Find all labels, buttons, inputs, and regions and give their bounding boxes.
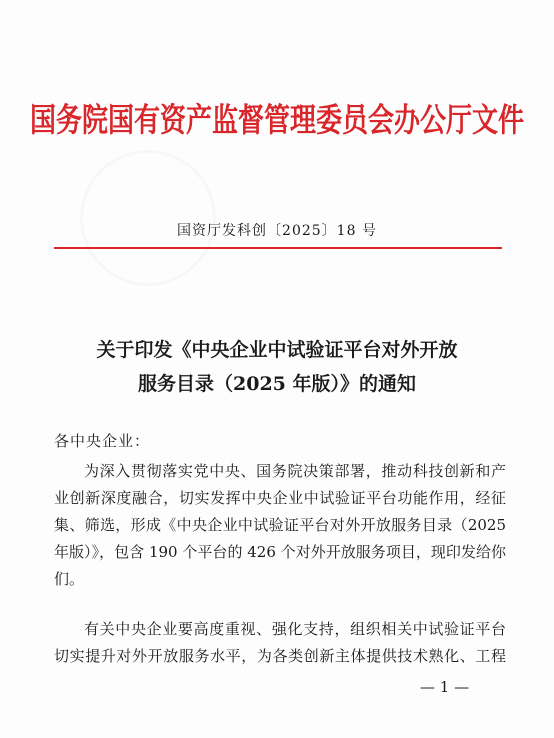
red-separator-rule — [54, 247, 502, 249]
notice-title-line-1: 关于印发《中央企业中试验证平台对外开放 — [96, 339, 458, 361]
paragraph-line: 们。 — [54, 570, 85, 588]
body-paragraph-2 — [54, 616, 506, 670]
paragraph-line: 年版）》，包含 190 个平台的 426 个对外开放服务项目，现印发给你 — [54, 543, 506, 561]
issuer-header-title: 国务院国有资产监督管理委员会办公厅文件 — [29, 102, 524, 140]
paragraph-line: 业创新深度融合，切实发挥中央企业中试验证平台功能作用，经征 — [54, 489, 506, 507]
paragraph-line: 切实提升对外开放服务水平，为各类创新主体提供技术熟化、工程 — [54, 647, 506, 665]
paragraph-line: 集、筛选，形成《中央企业中试验证平台对外开放服务目录（2025 — [54, 516, 506, 534]
notice-title — [0, 333, 554, 401]
paragraph-line: 有关中央企业要高度重视、强化支持，组织相关中试验证平台 — [84, 620, 506, 638]
page-number: — 1 — — [420, 678, 470, 696]
paragraph-line: 为深入贯彻落实党中央、国务院决策部署，推动科技创新和产 — [84, 462, 506, 480]
body-paragraph-1 — [54, 458, 506, 593]
faint-seal-watermark — [80, 150, 216, 286]
document-number: 国资厅发科创〔2025〕18 号 — [177, 223, 377, 239]
salutation: 各中央企业： — [54, 432, 151, 450]
notice-title-line-2: 服务目录（2025 年版）》的通知 — [138, 373, 416, 395]
